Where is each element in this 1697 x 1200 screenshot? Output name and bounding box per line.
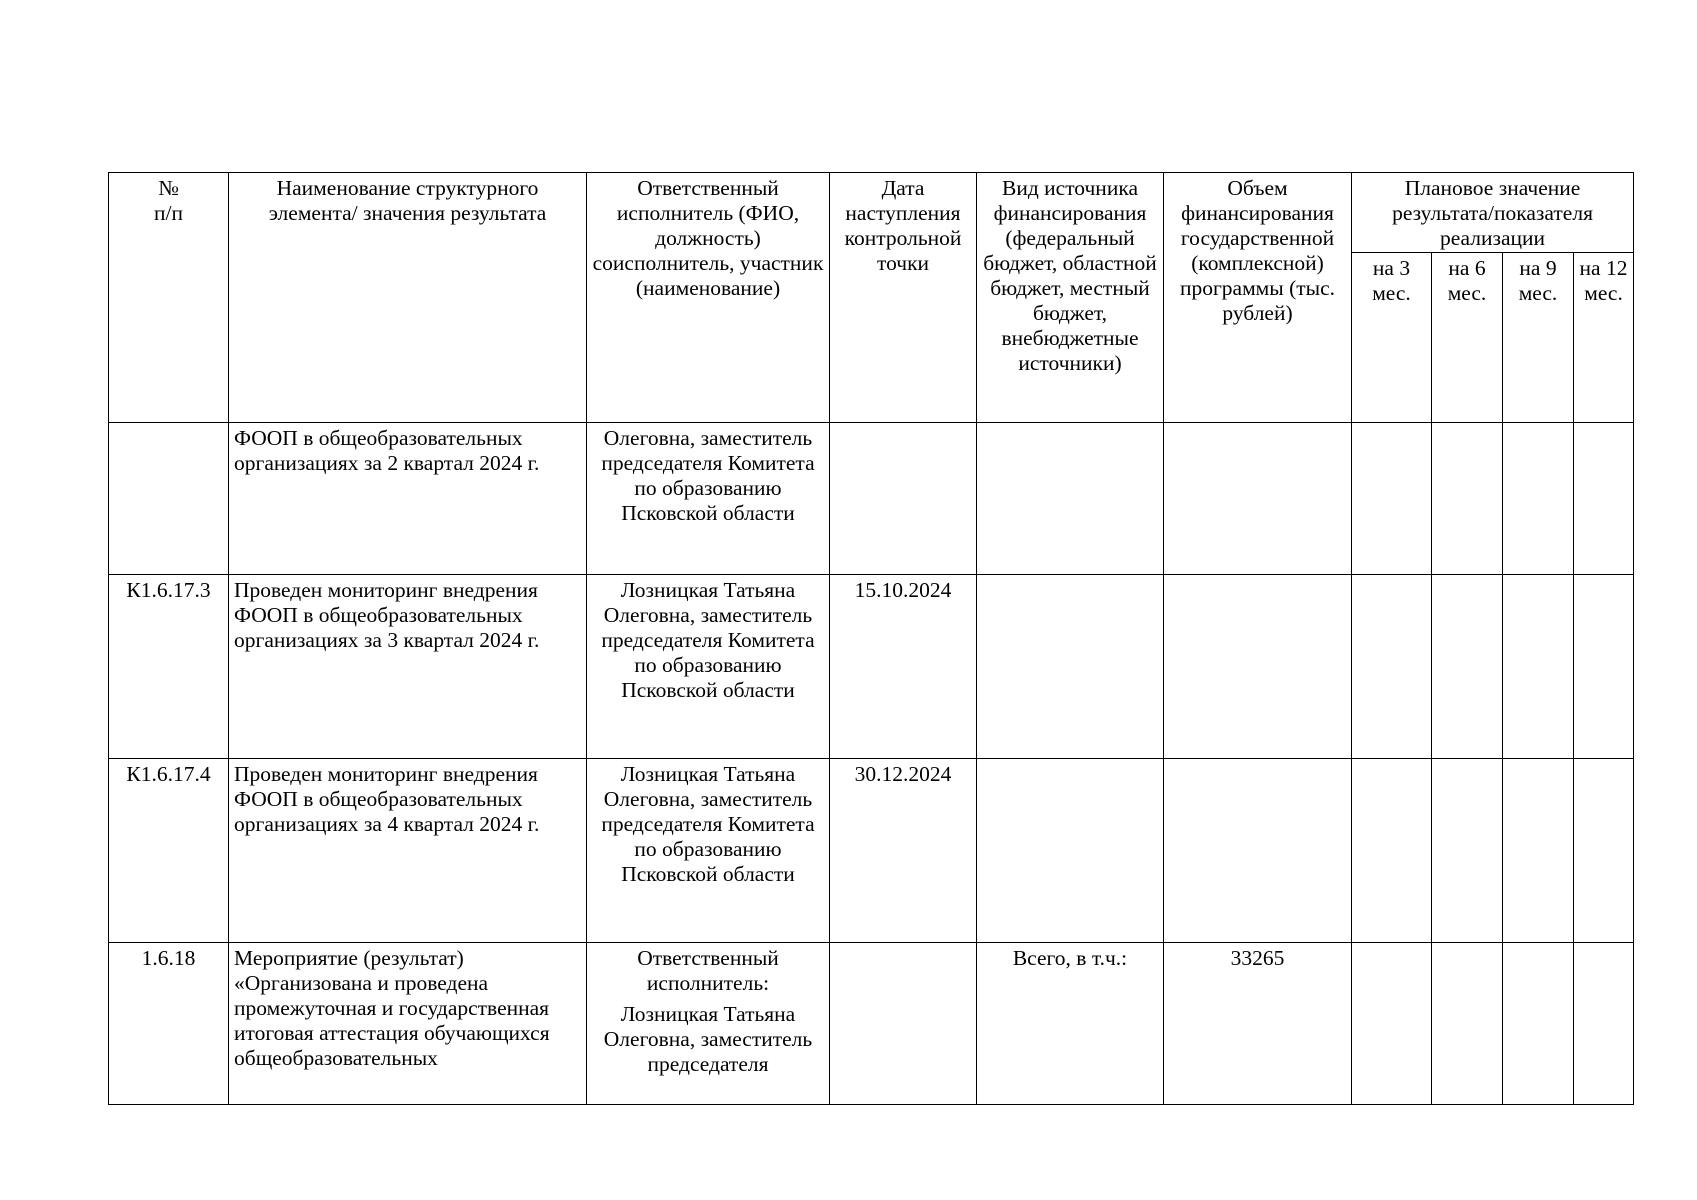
- cell-responsible: Лозницкая Татьяна Олеговна, заместитель председателя Комитета по образованию Псковской области: [587, 575, 830, 759]
- header-9-months: на 9 мес.: [1503, 253, 1574, 423]
- cell-responsible: [587, 943, 830, 1105]
- cell-9-months: [1503, 423, 1574, 575]
- cell-3-months: [1352, 759, 1432, 943]
- header-12-months: на 12 мес.: [1574, 253, 1634, 423]
- header-date: Дата наступления контрольной точки: [830, 173, 977, 423]
- cell-volume: 33265: [1164, 943, 1352, 1105]
- cell-12-months: [1574, 423, 1634, 575]
- cell-num: [109, 423, 229, 575]
- cell-num: К1.6.17.3: [109, 575, 229, 759]
- cell-9-months: [1503, 943, 1574, 1105]
- header-planned: Плановое значение результата/показателя реализации: [1352, 173, 1634, 253]
- cell-num: К1.6.17.4: [109, 759, 229, 943]
- cell-6-months: [1432, 943, 1503, 1105]
- responsible-label: Ответственный исполнитель:: [637, 946, 779, 995]
- table-row: [109, 759, 1634, 943]
- responsible-person: Лозницкая Татьяна Олеговна, заместитель председателя: [603, 1002, 813, 1076]
- cell-12-months: [1574, 943, 1634, 1105]
- cell-6-months: [1432, 423, 1503, 575]
- cell-3-months: [1352, 943, 1432, 1105]
- table-row: [109, 575, 1634, 759]
- cell-date: 30.12.2024: [830, 759, 977, 943]
- cell-3-months: [1352, 423, 1432, 575]
- cell-volume: [1164, 759, 1352, 943]
- cell-date: [830, 943, 977, 1105]
- cell-responsible: Лозницкая Татьяна Олеговна, заместитель председателя Комитета по образованию Псковской области: [587, 759, 830, 943]
- cell-9-months: [1503, 759, 1574, 943]
- cell-6-months: [1432, 575, 1503, 759]
- cell-date: [830, 423, 977, 575]
- cell-date: 15.10.2024: [830, 575, 977, 759]
- cell-volume: [1164, 575, 1352, 759]
- header-3-months: на 3 мес.: [1352, 253, 1432, 423]
- cell-6-months: [1432, 759, 1503, 943]
- header-source: Вид источника финансирования (федеральный бюджет, областной бюджет, местный бюджет, внебюджетные источники): [977, 173, 1164, 423]
- header-name: Наименование структурного элемента/ значения результата: [229, 173, 587, 423]
- header-responsible: Ответственный исполнитель (ФИО, должность) соисполнитель, участник (наименование): [587, 173, 830, 423]
- cell-12-months: [1574, 575, 1634, 759]
- cell-3-months: [1352, 575, 1432, 759]
- header-6-months: на 6 мес.: [1432, 253, 1503, 423]
- cell-name: Мероприятие (результат) «Организована и проведена промежуточная и государственная итоговая аттестация обучающихся общеобразовательных: [229, 943, 587, 1105]
- header-volume: Объем финансирования государственной (комплексной) программы (тыс. рублей): [1164, 173, 1352, 423]
- cell-num: 1.6.18: [109, 943, 229, 1105]
- cell-source: [977, 575, 1164, 759]
- cell-source: [977, 423, 1164, 575]
- cell-9-months: [1503, 575, 1574, 759]
- cell-name: Проведен мониторинг внедрения ФООП в общеобразовательных организациях за 3 квартал 2024 г.: [229, 575, 587, 759]
- table-row: [109, 943, 1634, 1105]
- header-num: № п/п: [109, 173, 229, 423]
- main-table: [108, 172, 1634, 1105]
- cell-name: Проведен мониторинг внедрения ФООП в общеобразовательных организациях за 4 квартал 2024 г.: [229, 759, 587, 943]
- cell-source: [977, 759, 1164, 943]
- table-row: [109, 423, 1634, 575]
- cell-responsible: Олеговна, заместитель председателя Комитета по образованию Псковской области: [587, 423, 830, 575]
- cell-name: ФООП в общеобразовательных организациях за 2 квартал 2024 г.: [229, 423, 587, 575]
- cell-source: Всего, в т.ч.:: [977, 943, 1164, 1105]
- cell-volume: [1164, 423, 1352, 575]
- cell-12-months: [1574, 759, 1634, 943]
